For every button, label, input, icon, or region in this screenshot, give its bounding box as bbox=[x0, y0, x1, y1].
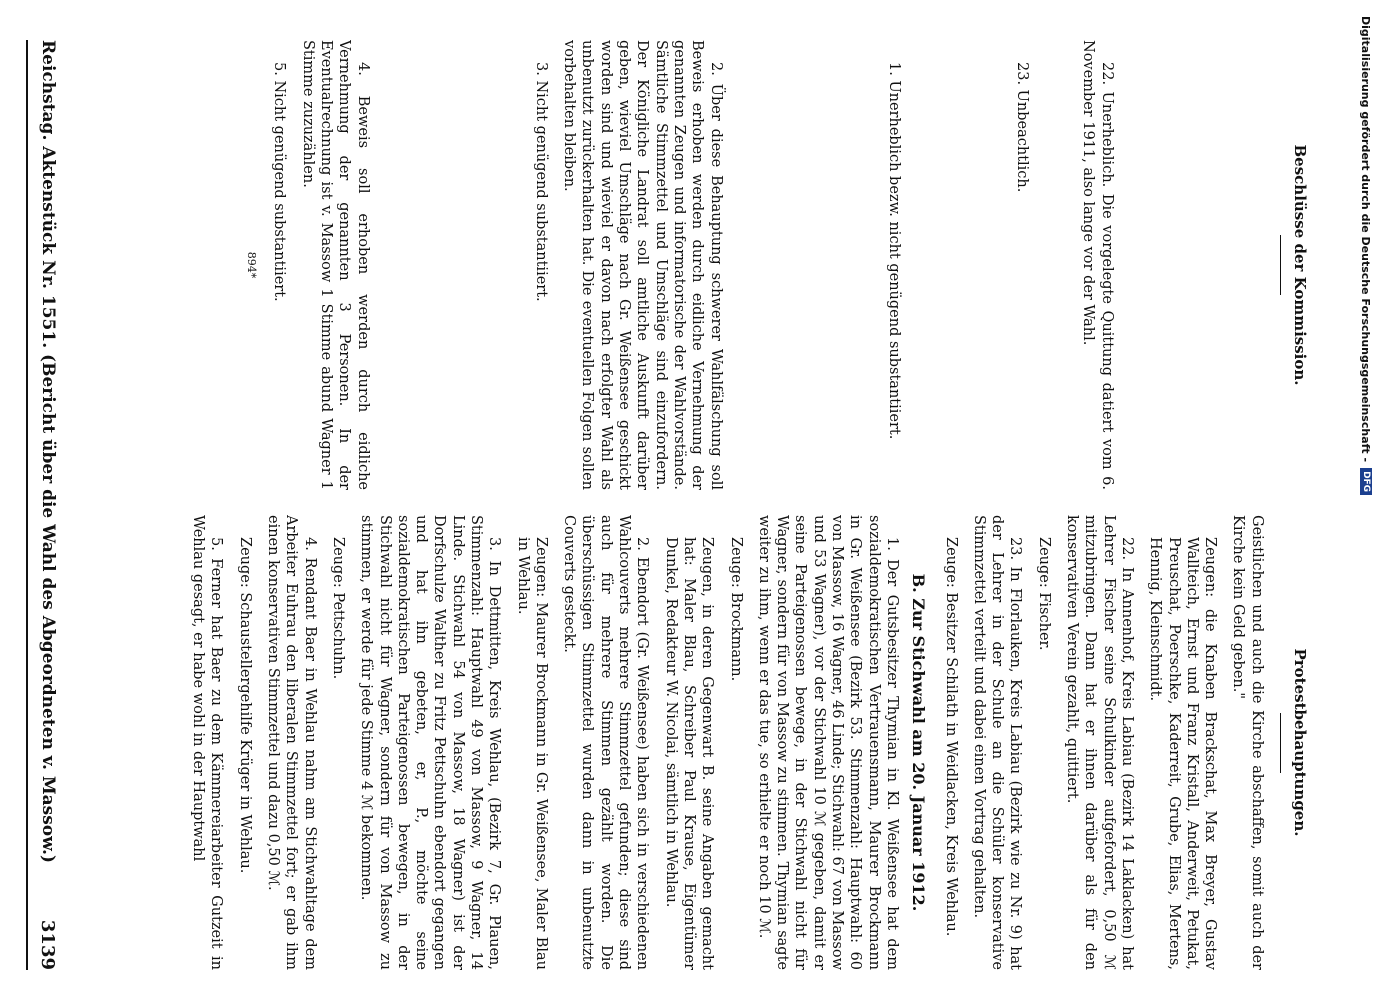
paragraph-continuation: Geistlichen und auch die Kirche abschaffen, somit auch der Kirche kein Geld geben." bbox=[1230, 515, 1265, 970]
claim-b4: 4. Rendant Baer in Wehlau nahm am Stichwahltage dem Arbeiter Euhrau den liberalen Stimmzettel fort; er gab ihm einen konservativen Stimmzettel und dazu 0,50 ℳ. bbox=[265, 515, 318, 970]
page-header bbox=[26, 40, 68, 970]
page-number: 3139 bbox=[37, 919, 59, 970]
funding-note-text: Digitalisierung gefördert durch die Deutsche Forschungsgemeinschaft - bbox=[1359, 16, 1373, 463]
page-title: Reichstag. Aktenstück Nr. 1551. (Bericht über die Wahl des Abgeordneten v. Massow.) bbox=[38, 40, 58, 864]
section-b-heading: B. Zur Stichwahl am 20. Januar 1912. bbox=[909, 573, 929, 912]
claim-22-witness: Zeuge: Fischer. bbox=[1035, 537, 1052, 651]
decision-22: 22. Unerheblich. Die vorgelegte Quittung datiert vom 6. November 1911, also lange vor der Wahl. bbox=[1080, 40, 1115, 490]
claim-22: 22. In Annenhof, Kreis Labiau (Bezirk 14 Laklacken) hat Lehrer Fischer seine Schulkinder aufgefordert, 0,50 ℳ mitzubringen. Dann hat er ihnen darüber als für den konservativen Verein gezahlt, quittiert. bbox=[1064, 515, 1135, 970]
spacer bbox=[1116, 40, 1266, 490]
claim-23: 23. In Florlauken, Kreis Labiau (Bezirk wie zu Nr. 9) hat der Lehrer in der Schule an die Schüler konservative Stimmzettel verteilt und dabei einen Vortrag gehalten. bbox=[970, 515, 1024, 970]
decision-23: 23. Unbeachtlich. bbox=[1014, 62, 1031, 193]
decision-b2: 2. Über diese Behauptung schwerer Wahlfälschung soll Beweis erhoben werden durch eidliche Vernehmung der genannten Zeugen und informatorische der Wahlvorstände. Sämtliche Stimmzettel und Umschläge sind einzufordern. Der Königliche Landrat soll amtliche Auskunft darüber geben, wieviel Umschläge nach Gr. Weißensee geschickt worden sind und wieviel er davon nach erfolgter Wahl als unbenutzt zurückerhalten hat. Die eventuellen Folgen sollen vorbehalten bleiben. bbox=[561, 40, 724, 490]
claim-b1: 1. Der Gutsbesitzer Thymian in Kl. Weißensee hat dem sozialdemokratischen Vertrauensmann, Maurer Brockmann in Gr. Weißensee (Bezirk 53. Stimmenzahl: Hauptwahl: 60 von Massow, 16 Wagner, 46 Linde; Stichwahl: 67 von Massow und 53 Wagner), vor der Stichwahl 10 ℳ gegeben, damit er seine Parteigenossen bewege, in der Stichwahl nicht für Wagner, sondern für von Massow zu stimmen. Thymian sagte weiter zu ihm, wenn er das tue, so erhielte er noch 10 ℳ. bbox=[755, 515, 900, 970]
commission-decisions-column bbox=[78, 40, 1313, 490]
heading-rule bbox=[1280, 713, 1281, 773]
spacer bbox=[725, 40, 875, 490]
claim-b5: 5. Ferner hat Baer zu dem Kämmereiarbeiter Gutzeit in Wehlau gesagt, er habe wohl in der Hauptwahl bbox=[190, 515, 225, 970]
spacer bbox=[372, 40, 522, 490]
decision-b5: 5. Nicht genügend substantiiert. bbox=[271, 62, 288, 302]
decision-b3: 3. Nicht genügend substantiiert. bbox=[532, 62, 549, 302]
claim-b4-witness: Zeuge: Schaustellergehilfe Krüger in Wehlau. bbox=[236, 537, 253, 874]
claim-b3: 3. In Dettmitten, Kreis Wehlau, (Bezirk 7, Gr. Plauen, Stimmenzahl: Hauptwahl 49 von Massow, 9 Wagner, 14 Linde. Stichwahl 54 von Massow, 18 Wagner) ist der Dorfschulze Walther zu Fritz Pettschuhn ebendort gegangen und hat ihn gebeten, er, P., möchte seine sozialdemokratischen Parteigenossen bewegen, in der Stichwahl nicht für Wagner, sondern für von Massow zu stimmen, er werde für jede Stimme 4 ℳ bekommen. bbox=[358, 515, 503, 970]
heading-rule bbox=[1280, 235, 1281, 295]
claim-23-witness: Zeuge: Besitzer Schilath in Weidlacken, Kreis Wehlau. bbox=[942, 537, 959, 937]
claim-b1-witness: Zeuge: Brockmann. bbox=[727, 537, 744, 682]
claim-b3-witness: Zeuge: Pettschuhn. bbox=[329, 537, 346, 680]
column-heading-claims: Protestbehauptungen. bbox=[1291, 648, 1309, 837]
decision-b4: 4. Beweis soll erhoben werden durch eidliche Vernehmung der genannten 3 Personen. In der Eventualrechnung ist v. Massow 1 Stimme abund Wagner 1 Stimme zuzuzählen. bbox=[299, 40, 371, 490]
column-heading-decisions: Beschlüsse der Kommission. bbox=[1291, 144, 1309, 386]
claim-b1-witnesses: Zeugen, in deren Gegenwart B. seine Angaben gemacht hat: Maler Blau, Schreiber Paul Krause, Eigentümer Dunkel, Redakteur W. Nicolai, sämtlich in Wehlau. bbox=[662, 537, 716, 970]
protest-claims-column bbox=[78, 515, 1313, 970]
witnesses-boys: Zeugen: die Knaben Brackschat, Max Breyer, Gustav Wallteich, Ernst und Franz Kristall, Anderweit, Petukat, Preuschat, Poerschke, Kaderreit, Grube, Elias, Mertens, Hennig, Kleinschmidt. bbox=[1147, 537, 1219, 970]
claim-b2: 2. Ebendort (Gr. Weißensee) haben sich in verschiedenen Wahlcouverts mehrere Stimmzettel gefunden; diese sind auch für mehrere Stimmen gezählt worden. Die überschüssigen Stimmzettel wurden dann in unbenutzte Couverts gesteckt. bbox=[561, 515, 651, 970]
spacer bbox=[903, 40, 1003, 490]
dfg-logo: DFG bbox=[1360, 468, 1372, 495]
spacer bbox=[1031, 40, 1069, 490]
claim-b2-witnesses: Zeugen: Maurer Brockmann in Gr. Weißensee, Maler Blau in Wehlau. bbox=[514, 537, 549, 970]
sheet-number: 894* bbox=[245, 251, 259, 279]
decision-b1: 1. Unerheblich bezw. nicht genügend substantiiert. bbox=[885, 62, 902, 440]
digitization-note bbox=[1349, 0, 1383, 1000]
